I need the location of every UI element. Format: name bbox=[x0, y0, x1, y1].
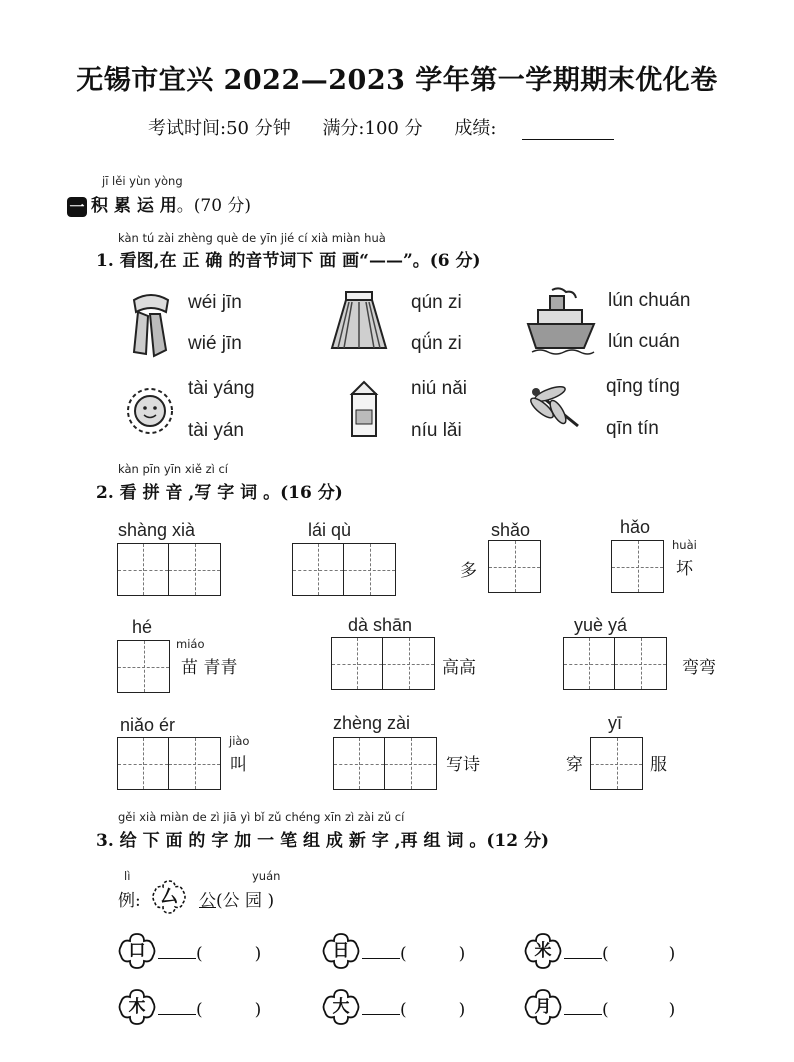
flower-frame-icon bbox=[118, 988, 156, 1026]
option-text[interactable]: niú nǎi bbox=[411, 378, 467, 399]
q2-pinyin: kàn pīn yīn xiě zì cí bbox=[118, 462, 228, 476]
q3-pinyin: gěi xià miàn de zì jiā yì bǐ zǔ chéng xīn zì zài zǔ cí bbox=[118, 810, 405, 824]
option-text[interactable]: qīn tín bbox=[606, 418, 659, 439]
flower-char: 月 bbox=[534, 997, 552, 1017]
exam-info bbox=[148, 114, 640, 140]
score-label: 成绩: bbox=[454, 118, 497, 139]
q1-pinyin: kàn tú zài zhèng què de yīn jié cí xià miàn huà bbox=[118, 231, 386, 245]
section-pinyin: jī lěi yùn yòng bbox=[102, 174, 183, 188]
given-char: 高高 bbox=[442, 658, 476, 678]
example-word: (公 园 ) bbox=[216, 891, 275, 911]
section-badge: 一 bbox=[67, 197, 87, 217]
option-text[interactable]: qǘn zi bbox=[411, 333, 462, 354]
section-title: 积 累 运 用 bbox=[91, 196, 177, 216]
flower-frame-icon bbox=[322, 932, 360, 970]
flower-char: 大 bbox=[332, 997, 350, 1017]
grid-pinyin: zhèng zài bbox=[333, 713, 411, 733]
dragonfly-icon bbox=[528, 382, 586, 434]
answer-blank[interactable]: ( ) bbox=[362, 944, 465, 964]
writing-grid[interactable] bbox=[117, 640, 170, 693]
ship-icon bbox=[526, 286, 598, 356]
scarf-icon bbox=[128, 290, 174, 358]
flower-frame-icon bbox=[150, 878, 188, 916]
flower-frame-icon bbox=[118, 932, 156, 970]
sun-icon bbox=[122, 383, 178, 439]
given-char: 叫 bbox=[230, 755, 247, 775]
grid-pinyin: lái qù bbox=[308, 520, 352, 540]
answer-blank[interactable]: ( ) bbox=[158, 1000, 261, 1020]
q2-text: 2. 看 拼 音 ,写 字 词 。(16 分) bbox=[96, 483, 343, 503]
exam-title: 无锡市宜兴 2022—2023 学年第一学期期末优化卷 bbox=[76, 65, 718, 96]
example-label: 例: bbox=[118, 891, 141, 911]
grid-pinyin: hǎo bbox=[620, 517, 651, 537]
score-blank[interactable] bbox=[522, 122, 614, 140]
flower-char: 木 bbox=[128, 997, 146, 1017]
writing-grid[interactable] bbox=[292, 543, 396, 596]
writing-grid[interactable] bbox=[333, 737, 437, 790]
exam-time: 考试时间:50 分钟 bbox=[148, 118, 291, 139]
q1-text: 1. 看图,在 正 确 的音节词下 面 画“——”。(6 分) bbox=[96, 251, 481, 271]
given-char: 服 bbox=[650, 755, 667, 775]
flower-frame-icon bbox=[322, 988, 360, 1026]
answer-blank[interactable]: ( ) bbox=[362, 1000, 465, 1020]
example-pinyin: yuán bbox=[252, 869, 281, 883]
answer-blank[interactable]: ( ) bbox=[158, 944, 261, 964]
milk-carton-icon bbox=[346, 380, 382, 440]
writing-grid[interactable] bbox=[117, 737, 221, 790]
writing-grid[interactable] bbox=[590, 737, 643, 790]
char-pinyin: jiào bbox=[229, 734, 250, 748]
section-points: 。(70 分) bbox=[176, 196, 252, 216]
char-pinyin: miáo bbox=[176, 637, 205, 651]
grid-pinyin: dà shān bbox=[348, 615, 413, 635]
option-text[interactable]: wéi jīn bbox=[188, 292, 242, 313]
writing-grid[interactable] bbox=[488, 540, 541, 593]
option-text[interactable]: tài yáng bbox=[188, 378, 255, 399]
grid-pinyin: shǎo bbox=[491, 520, 531, 540]
flower-char: 米 bbox=[534, 941, 552, 961]
option-text[interactable]: tài yán bbox=[188, 420, 244, 441]
option-text[interactable]: lún chuán bbox=[608, 290, 691, 311]
answer-blank[interactable]: ( ) bbox=[564, 1000, 675, 1020]
option-text[interactable]: níu lǎi bbox=[411, 420, 462, 441]
grid-pinyin: yī bbox=[608, 713, 623, 733]
option-text[interactable]: qún zi bbox=[411, 292, 462, 313]
writing-grid[interactable] bbox=[611, 540, 664, 593]
writing-grid[interactable] bbox=[117, 543, 221, 596]
grid-pinyin: niǎo ér bbox=[120, 715, 176, 735]
option-text[interactable]: qīng tíng bbox=[606, 376, 680, 397]
flower-char: 厶 bbox=[160, 887, 178, 907]
given-char: 穿 bbox=[566, 755, 583, 775]
option-text[interactable]: wié jīn bbox=[188, 333, 242, 354]
grid-pinyin: hé bbox=[132, 617, 153, 637]
example-pinyin: lì bbox=[124, 869, 131, 883]
option-text[interactable]: lún cuán bbox=[608, 331, 680, 352]
writing-grid[interactable] bbox=[563, 637, 667, 690]
section-heading bbox=[67, 191, 251, 217]
flower-char: 口 bbox=[128, 941, 146, 961]
q3-text: 3. 给 下 面 的 字 加 一 笔 组 成 新 字 ,再 组 词 。(12 分) bbox=[96, 831, 550, 851]
grid-pinyin: shàng xià bbox=[118, 520, 196, 540]
grid-pinyin: yuè yá bbox=[574, 615, 628, 635]
char-pinyin: huài bbox=[672, 538, 697, 552]
given-char: 写诗 bbox=[446, 755, 480, 775]
full-score: 满分:100 分 bbox=[322, 118, 423, 139]
skirt-icon bbox=[330, 290, 388, 352]
example-answer: 公 bbox=[199, 891, 216, 911]
answer-blank[interactable]: ( ) bbox=[564, 944, 675, 964]
given-char: 苗 青青 bbox=[181, 658, 238, 678]
flower-frame-icon bbox=[524, 988, 562, 1026]
flower-frame-icon bbox=[524, 932, 562, 970]
writing-grid[interactable] bbox=[331, 637, 435, 690]
flower-char: 日 bbox=[332, 941, 350, 961]
given-char: 坏 bbox=[676, 559, 693, 579]
given-char: 多 bbox=[460, 561, 477, 581]
given-char: 弯弯 bbox=[682, 658, 716, 678]
